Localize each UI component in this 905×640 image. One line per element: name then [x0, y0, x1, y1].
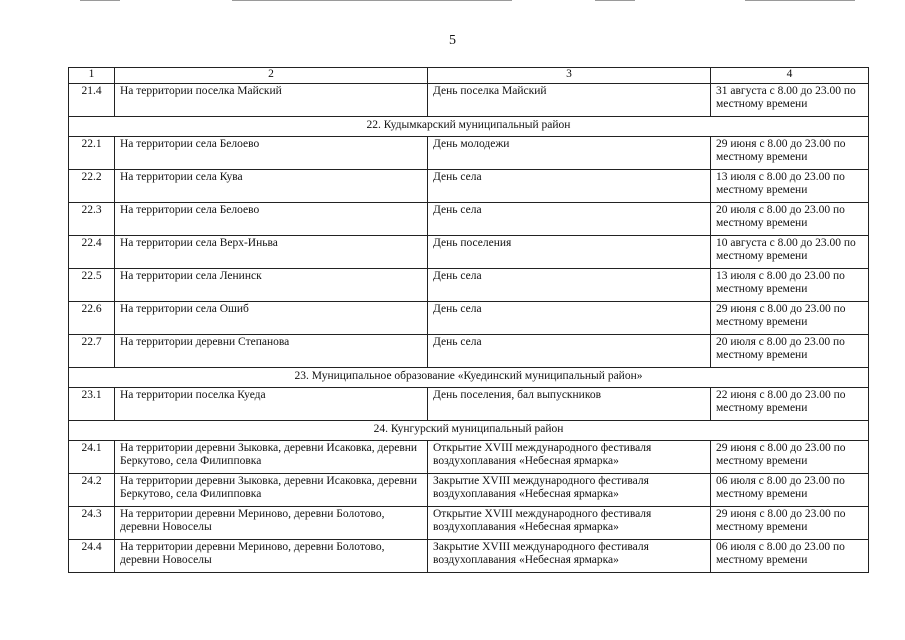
event-cell: Закрытие XVIII международного фестиваля воздухоплавания «Небесная ярмарка» [428, 474, 711, 507]
table-header-row [69, 68, 869, 84]
row-number-cell: 22.5 [69, 269, 115, 302]
time-cell: 20 июля с 8.00 до 23.00 по местному времени [711, 335, 869, 368]
territory-cell: На территории села Верх-Иньва [115, 236, 428, 269]
territory-cell: На территории деревни Мериново, деревни Болотово, деревни Новоселы [115, 507, 428, 540]
table-row [69, 474, 869, 507]
event-cell: День села [428, 170, 711, 203]
scan-top-edge-line [80, 0, 120, 1]
events-table [68, 67, 869, 573]
table-row [69, 507, 869, 540]
row-number-cell: 22.7 [69, 335, 115, 368]
row-number-cell: 24.4 [69, 540, 115, 573]
row-number-cell: 22.3 [69, 203, 115, 236]
table-row [69, 335, 869, 368]
event-cell: Открытие XVIII международного фестиваля воздухоплавания «Небесная ярмарка» [428, 507, 711, 540]
territory-cell: На территории села Ленинск [115, 269, 428, 302]
time-cell: 29 июня с 8.00 до 23.00 по местному времени [711, 302, 869, 335]
row-number-cell: 24.3 [69, 507, 115, 540]
section-title: 22. Кудымкарский муниципальный район [69, 117, 869, 137]
time-cell: 31 августа с 8.00 до 23.00 по местному времени [711, 84, 869, 117]
row-number-cell: 22.4 [69, 236, 115, 269]
territory-cell: На территории села Кува [115, 170, 428, 203]
table-row [69, 302, 869, 335]
territory-cell: На территории села Белоево [115, 137, 428, 170]
row-number-cell: 22.1 [69, 137, 115, 170]
time-cell: 22 июня с 8.00 до 23.00 по местному времени [711, 388, 869, 421]
scan-top-edge-line [232, 0, 512, 1]
territory-cell: На территории поселка Куеда [115, 388, 428, 421]
row-number-cell: 22.6 [69, 302, 115, 335]
scan-top-edge-line [595, 0, 635, 1]
scan-top-edge-line [745, 0, 855, 1]
event-cell: День поселения, бал выпускников [428, 388, 711, 421]
time-cell: 29 июня с 8.00 до 23.00 по местному времени [711, 441, 869, 474]
territory-cell: На территории деревни Мериново, деревни Болотово, деревни Новоселы [115, 540, 428, 573]
event-cell: День села [428, 335, 711, 368]
section-header-row [69, 368, 869, 388]
time-cell: 29 июня с 8.00 до 23.00 по местному времени [711, 507, 869, 540]
time-cell: 13 июля с 8.00 до 23.00 по местному времени [711, 269, 869, 302]
row-number-cell: 23.1 [69, 388, 115, 421]
row-number-cell: 24.1 [69, 441, 115, 474]
time-cell: 13 июля с 8.00 до 23.00 по местному времени [711, 170, 869, 203]
event-cell: День поселения [428, 236, 711, 269]
table-row [69, 203, 869, 236]
time-cell: 06 июля с 8.00 до 23.00 по местному времени [711, 540, 869, 573]
time-cell: 06 июля с 8.00 до 23.00 по местному времени [711, 474, 869, 507]
territory-cell: На территории деревни Зыковка, деревни Исаковка, деревни Беркутово, села Филипповка [115, 474, 428, 507]
territory-cell: На территории села Белоево [115, 203, 428, 236]
row-number-cell: 24.2 [69, 474, 115, 507]
event-cell: День молодежи [428, 137, 711, 170]
column-header-event: 3 [428, 68, 711, 84]
table-row [69, 388, 869, 421]
section-header-row [69, 117, 869, 137]
table-row [69, 137, 869, 170]
column-header-number: 1 [69, 68, 115, 84]
section-title: 24. Кунгурский муниципальный район [69, 421, 869, 441]
time-cell: 29 июня с 8.00 до 23.00 по местному времени [711, 137, 869, 170]
event-cell: День поселка Майский [428, 84, 711, 117]
table-row [69, 540, 869, 573]
table-row [69, 84, 869, 117]
table-row [69, 441, 869, 474]
event-cell: Открытие XVIII международного фестиваля воздухоплавания «Небесная ярмарка» [428, 441, 711, 474]
row-number-cell: 22.2 [69, 170, 115, 203]
event-cell: День села [428, 302, 711, 335]
table-row [69, 269, 869, 302]
territory-cell: На территории села Ошиб [115, 302, 428, 335]
time-cell: 10 августа с 8.00 до 23.00 по местному времени [711, 236, 869, 269]
territory-cell: На территории деревни Зыковка, деревни Исаковка, деревни Беркутово, села Филипповка [115, 441, 428, 474]
column-header-time: 4 [711, 68, 869, 84]
section-title: 23. Муниципальное образование «Куединский муниципальный район» [69, 368, 869, 388]
event-cell: День села [428, 269, 711, 302]
time-cell: 20 июля с 8.00 до 23.00 по местному времени [711, 203, 869, 236]
territory-cell: На территории поселка Майский [115, 84, 428, 117]
column-header-territory: 2 [115, 68, 428, 84]
table-row [69, 236, 869, 269]
table-row [69, 170, 869, 203]
event-cell: Закрытие XVIII международного фестиваля воздухоплавания «Небесная ярмарка» [428, 540, 711, 573]
section-header-row [69, 421, 869, 441]
page-number: 5 [449, 33, 456, 48]
row-number-cell: 21.4 [69, 84, 115, 117]
event-cell: День села [428, 203, 711, 236]
territory-cell: На территории деревни Степанова [115, 335, 428, 368]
